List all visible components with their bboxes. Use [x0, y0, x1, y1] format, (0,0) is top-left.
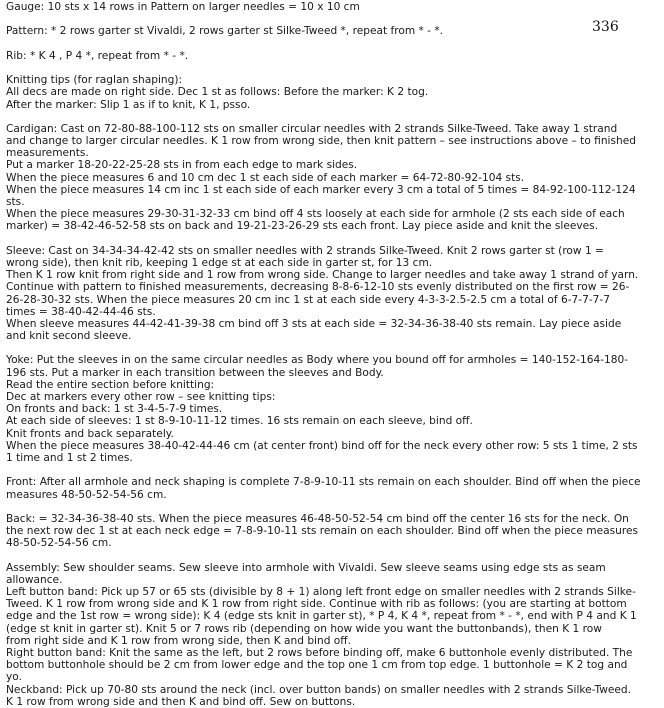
text-line: When the piece measures 6 and 10 cm dec 1 st each side of each marker = 64-72-80-92-104 sts. — [6, 171, 525, 184]
pattern-document — [6, 1, 658, 708]
text-line: the next row dec 1 st at each neck edge = 7-8-9-10-11 sts remain on each shoulder. Bind off when the piece measures — [6, 525, 638, 538]
front-paragraph — [6, 476, 658, 500]
text-line: When sleeve measures 44-42-41-39-38 cm bind off 3 sts at each side = 32-34-36-38-40 sts remain. Lay piece aside — [6, 317, 622, 330]
text-line: Knit fronts and back separately. — [6, 427, 174, 440]
cardigan-paragraph — [6, 123, 658, 233]
text-line: and knit second sleeve. — [6, 330, 132, 343]
text-line: K 1 row from wrong side and then K and bind off. Sew on buttons. — [6, 695, 356, 708]
text-line: Tweed. K 1 row from wrong side and K 1 row from right side. Continue with rib as follows: (you are starting at bottom — [6, 598, 627, 611]
text-line: Sleeve: Cast on 34-34-34-42-42 sts on smaller needles with 2 strands Silke-Tweed. Knit 2 rows garter st (row 1 = — [6, 244, 604, 257]
text-line: allowance. — [6, 573, 63, 586]
text-line: When the piece measures 14 cm inc 1 st each side of each marker every 3 cm a total of 5 times = 84-92-100-112-124 — [6, 183, 636, 196]
text-line: When the piece measures 38-40-42-44-46 cm (at center front) bind off for the neck every other row: 5 sts 1 time, 2 sts — [6, 439, 638, 452]
text-line: edge and the 1st row = wrong side): K 4 (edge sts knit in garter st), * P 4, K 4 *, repeat from * - *, end with P 4 and K 1 — [6, 610, 637, 623]
paragraph-gap — [6, 13, 658, 25]
text-line: All decs are made on right side. Dec 1 st as follows: Before the marker: K 2 tog. — [6, 86, 429, 99]
text-line: Dec at markers every other row – see knitting tips: — [6, 391, 276, 403]
text-line: 48-50-52-54-56 cm. — [6, 537, 112, 550]
text-line: and change to larger circular needles. K 1 row from wrong side, then knit pattern – see instructions above – to finished — [6, 135, 636, 148]
paragraph-gap — [6, 233, 658, 245]
text-line: from right side and K 1 row from wrong side, then K and bind off. — [6, 634, 351, 647]
text-line: Knitting tips (for raglan shaping): — [6, 74, 183, 87]
pattern-paragraph — [6, 25, 658, 37]
paragraph-gap — [6, 342, 658, 354]
paragraph-gap — [6, 38, 658, 50]
text-line: Continue with pattern to finished measurements, decreasing 8-8-6-12-10 sts evenly distributed on the first row = 26- — [6, 281, 630, 294]
paragraph-gap — [6, 501, 658, 513]
text-line: bottom buttonhole should be 2 cm from lower edge and the top one 1 cm from top edge. 1 buttonhole = K 2 tog and — [6, 659, 628, 672]
paragraph-gap — [6, 111, 658, 123]
knitting-tips-paragraph — [6, 74, 658, 111]
text-line: Then K 1 row knit from right side and 1 row from wrong side. Change to larger needles and take away 1 strand of yarn. — [6, 269, 639, 282]
text-line: Back: = 32-34-36-38-40 sts. When the piece measures 46-48-50-52-54 cm bind off the center 16 sts for the neck. On — [6, 512, 629, 525]
text-line: Pattern: * 2 rows garter st Vivaldi, 2 rows garter st Silke-Tweed *, repeat from * - *. — [6, 25, 444, 38]
text-line: Put a marker 18-20-22-25-28 sts in from each edge to mark sides. — [6, 159, 358, 172]
text-line: At each side of sleeves: 1 st 8-9-10-11-12 times. 16 sts remain on each sleeve, bind off. — [6, 415, 473, 428]
text-line: Right button band: Knit the same as the left, but 2 rows before binding off, make 6 buttonhole evenly distributed. The — [6, 646, 633, 659]
sleeve-paragraph — [6, 245, 658, 343]
text-line: After the marker: Slip 1 as if to knit, K 1, psso. — [6, 98, 251, 111]
text-line: wrong side), then knit rib, keeping 1 edge st at each side in garter st, for 13 cm. — [6, 256, 433, 269]
rib-paragraph — [6, 50, 658, 62]
text-line: 1 time and 1 st 2 times. — [6, 451, 133, 464]
paragraph-gap — [6, 549, 658, 561]
paragraph-gap — [6, 464, 658, 476]
text-line: Rib: * K 4 , P 4 *, repeat from * - *. — [6, 49, 189, 62]
assembly-paragraph — [6, 562, 658, 708]
text-line: yo. — [6, 671, 22, 684]
paragraph-gap — [6, 62, 658, 74]
yoke-paragraph — [6, 354, 658, 464]
text-line: 26-28-30-32 sts. When the piece measures 20 cm inc 1 st at each side every 4-3-3-2.5-2.5 cm a total of 6-7-7-7-7 — [6, 293, 610, 306]
text-line: measures 48-50-52-54-56 cm. — [6, 488, 167, 501]
text-line: Neckband: Pick up 70-80 sts around the neck (incl. over button bands) on smaller needles with 2 strands Silke-Tweed. — [6, 683, 632, 696]
text-line: Read the entire section before knitting: — [6, 378, 215, 391]
text-line: Cardigan: Cast on 72-80-88-100-112 sts on smaller circular needles with 2 strands Silke-Tweed. Take away 1 strand — [6, 122, 618, 135]
text-line: sts. — [6, 196, 25, 208]
gauge-paragraph — [6, 1, 658, 13]
back-paragraph — [6, 513, 658, 550]
text-line: On fronts and back: 1 st 3-4-5-7-9 times. — [6, 403, 223, 416]
text-line: 196 sts. Put a marker in each transition between the sleeves and Body. — [6, 366, 384, 379]
text-line: When the piece measures 29-30-31-32-33 cm bind off 4 sts loosely at each side for armhole (2 sts each side of each — [6, 208, 625, 221]
text-line: marker) = 38-42-46-52-58 sts on back and 19-21-23-26-29 sts each front. Lay piece aside and knit the sleeves. — [6, 220, 599, 233]
text-line: (edge st knit in garter st). Knit 5 or 7 rows rib (depending on how wide you want the buttonbands), then K 1 row — [6, 622, 602, 635]
text-line: Assembly: Sew shoulder seams. Sew sleeve into armhole with Vivaldi. Sew sleeve seams using edge sts as seam — [6, 561, 606, 574]
text-line: measurements. — [6, 147, 89, 160]
text-line: Gauge: 10 sts x 14 rows in Pattern on larger needles = 10 x 10 cm — [6, 1, 360, 13]
page-number: 336 — [592, 19, 619, 35]
text-line: Front: After all armhole and neck shaping is complete 7-8-9-10-11 sts remain on each shoulder. Bind off when the piece — [6, 476, 641, 489]
text-line: times = 38-40-42-44-46 sts. — [6, 305, 156, 318]
text-line: Yoke: Put the sleeves in on the same circular needles as Body where you bound off for armholes = 140-152-164-180- — [6, 354, 629, 367]
text-line: Left button band: Pick up 57 or 65 sts (divisible by 8 + 1) along left front edge on smaller needles with 2 strands Silke- — [6, 586, 636, 598]
